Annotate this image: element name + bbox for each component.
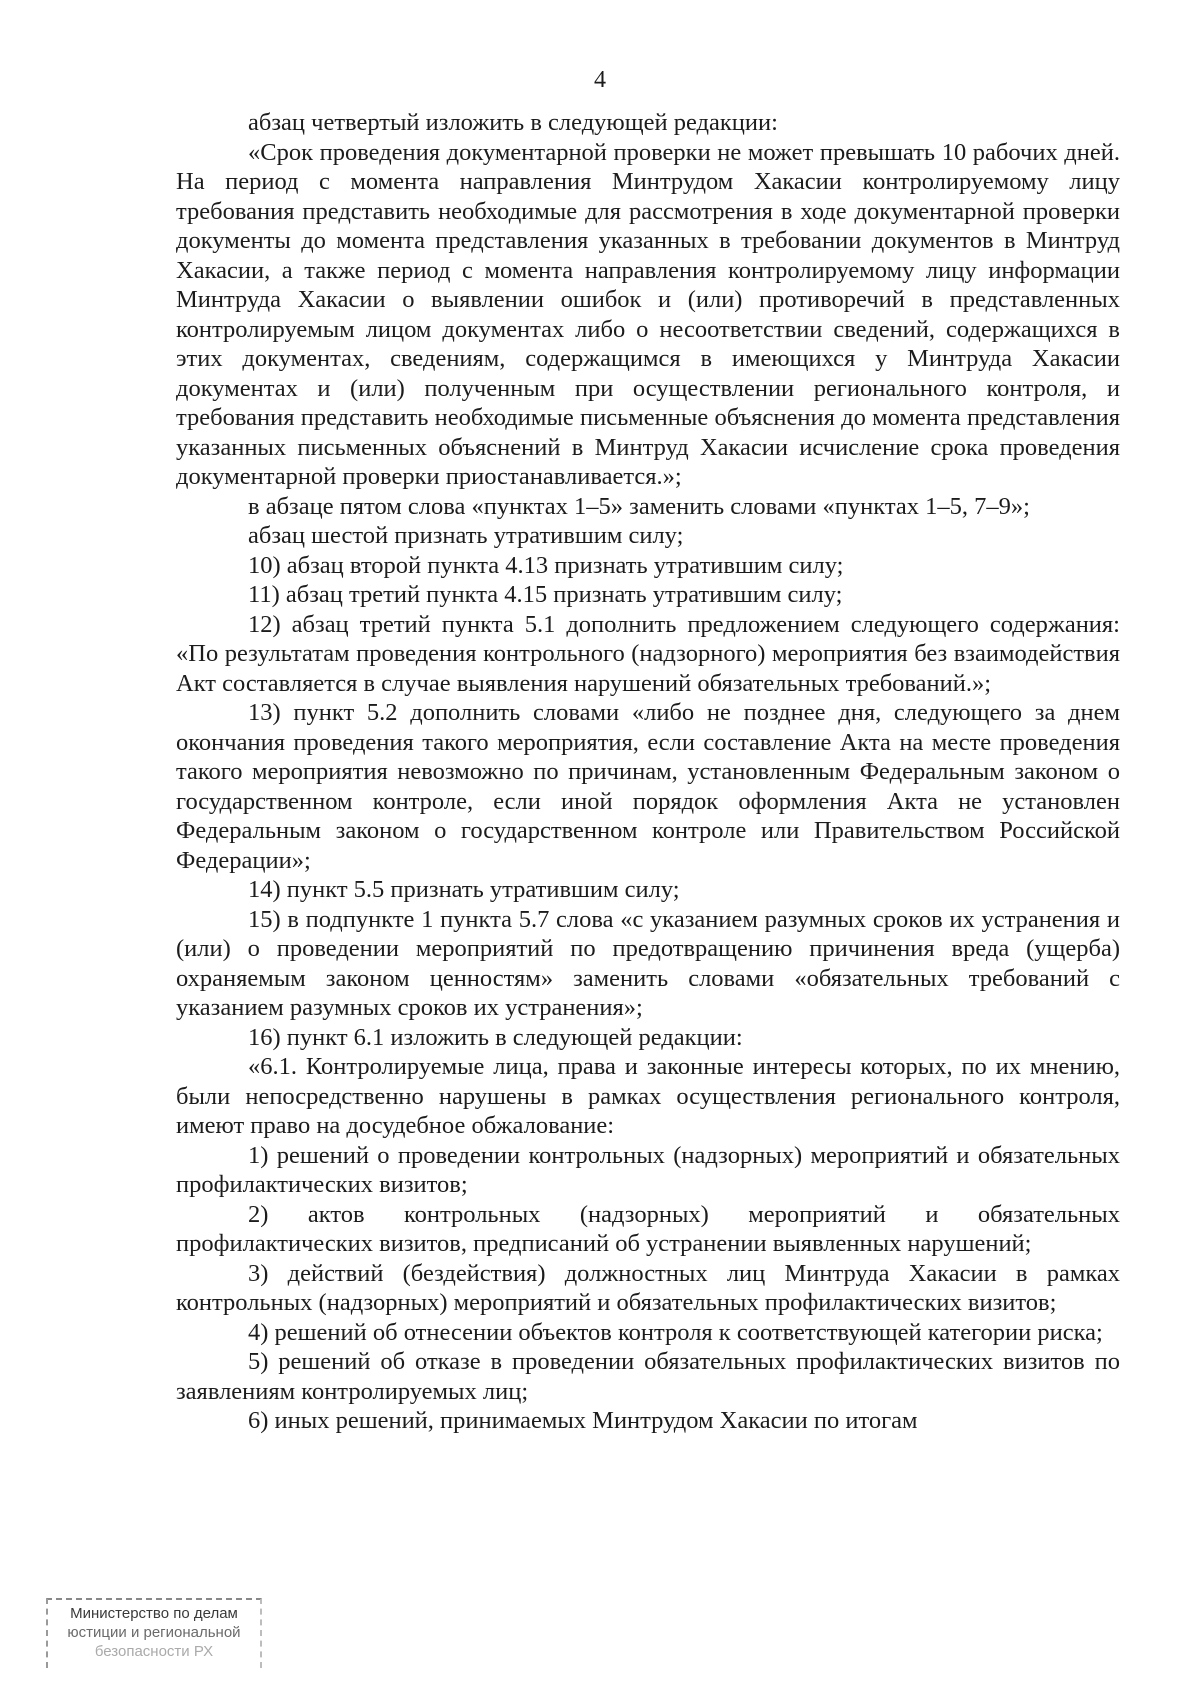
paragraph: 10) абзац второй пункта 4.13 признать утратившим силу; <box>248 551 844 579</box>
paragraph: 4) решений об отнесении объектов контроля к соответствующей категории риска; <box>248 1318 1103 1346</box>
page-number: 4 <box>594 67 606 93</box>
paragraph: абзац четвертый изложить в следующей редакции: <box>248 109 778 136</box>
paragraph: 14) пункт 5.5 признать утратившим силу; <box>248 876 680 903</box>
paragraph: 15) в подпункте 1 пункта 5.7 слова «с указанием разумных сроков их устранения и (или) о проведении мероприятий по предотвращению причинения вреда (ущерба) охраняемым законом ценностям» заменить словами «обязательных требований с указанием разумных сроков их устранения»; <box>176 905 1120 1021</box>
paragraph: «6.1. Контролируемые лица, права и законные интересы которых, по их мнению, были непосредственно нарушены в рамках осуществления регионального контроля, имеют право на досудебное обжалование: <box>176 1053 1120 1139</box>
stamp-line: Министерство по делам <box>70 1605 238 1622</box>
paragraph: «Срок проведения документарной проверки не может превышать 10 рабочих дней. На период с момента направления Минтрудом Хакасии контролируемому лицу требования представить необходимые для рассмотрения в ходе документарной проверки документы до момента представления указанных в требовании документов в Минтруд Хакасии, а также период с момента направления контролируемому лицу информации Минтруда Хакасии о выявлении ошибок и (или) противоречий в представленных контролируемым лицом документах либо о несоответствии сведений, содержащихся в этих документах, сведениям, содержащимся в имеющихся у Минтруда Хакасии документах и (или) полученным при осуществлении регионального контроля, и требования представить необходимые письменные объяснения до момента представления указанных письменных объяснений в Минтруд Хакасии исчисление срока проведения документарной проверки приостанавливается.»; <box>176 138 1120 490</box>
ministry-stamp <box>46 1598 262 1668</box>
paragraph: 11) абзац третий пункта 4.15 признать утратившим силу; <box>248 581 843 608</box>
paragraph: 13) пункт 5.2 дополнить словами «либо не позднее дня, следующего за днем окончания проведения такого мероприятия, если составление Акта на месте проведения такого мероприятия невозможно по причинам, установленным Федеральным законом о государственном контроле, если иной порядок оформления Акта не установлен Федеральным законом о государственном контроле или Правительством Российской Федерации»; <box>176 699 1120 874</box>
paragraph: 2) актов контрольных (надзорных) мероприятий и обязательных профилактических визитов, предписаний об устранении выявленных нарушений; <box>176 1200 1120 1257</box>
paragraph: 1) решений о проведении контрольных (надзорных) мероприятий и обязательных профилактических визитов; <box>176 1141 1120 1198</box>
paragraph: 12) абзац третий пункта 5.1 дополнить предложением следующего содержания: «По результатам проведения контрольного (надзорного) мероприятия без взаимодействия Акт составляется в случае выявления нарушений обязательных требований.»; <box>176 610 1120 697</box>
stamp-line: безопасности РХ <box>94 1643 214 1660</box>
paragraph: 16) пункт 6.1 изложить в следующей редакции: <box>248 1023 743 1051</box>
paragraph: 6) иных решений, принимаемых Минтрудом Хакасии по итогам <box>248 1407 918 1434</box>
document-body <box>176 108 1120 1436</box>
stamp-line: юстиции и региональной <box>67 1624 241 1641</box>
paragraph: абзац шестой признать утратившим силу; <box>248 522 684 549</box>
paragraph: 3) действий (бездействия) должностных лиц Минтруда Хакасии в рамках контрольных (надзорных) мероприятий и обязательных профилактических визитов; <box>176 1259 1120 1316</box>
paragraph: 5) решений об отказе в проведении обязательных профилактических визитов по заявлениям контролируемых лиц; <box>176 1348 1120 1405</box>
paragraph: в абзаце пятом слова «пунктах 1–5» заменить словами «пунктах 1–5, 7–9»; <box>248 492 1030 520</box>
